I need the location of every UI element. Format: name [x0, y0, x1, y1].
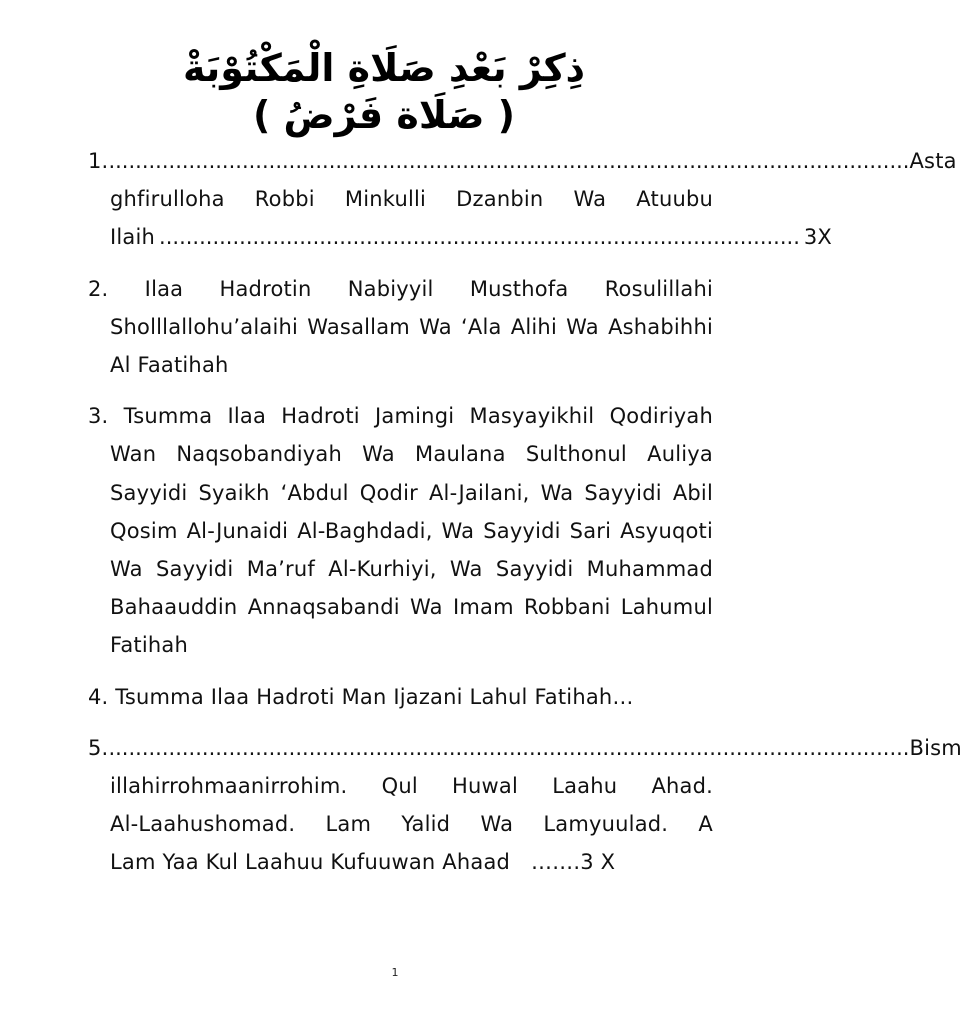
- list-item-5-line-4-lead: Lam Yaa Kul Laahuu Kufuuwan Ahaad: [110, 850, 511, 875]
- list-item-5: [88, 729, 962, 882]
- list-item-5-first-line: [88, 729, 962, 767]
- list-item-1-line-3-tail: 3X: [803, 225, 833, 250]
- list-item-5-line-4: [88, 843, 713, 881]
- list-item-1-number: 1.: [88, 149, 109, 173]
- list-item-5-dot-leader: ........................................................................................................................: [108, 735, 910, 760]
- list-item-1-line-3: [88, 218, 833, 256]
- list-item-5-line-2: illahirrohmaanirrohim. Qul Huwal Laahu Ahad.: [110, 774, 713, 799]
- list-item-3: 3. Tsumma Ilaa Hadroti Jamingi Masyayikhil Qodiriyah Wan Naqsobandiyah Wa Maulana Sulthonul Auliya Sayyidi Syaikh ‘Abdul Qodir Al-Jailani, Wa Sayyidi Abil Qosim Al-Junaidi Al-Baghdadi, Wa Sayyidi Sari Asyuqoti Wa Sayyidi Ma’ruf Al-Kurhiyi, Wa Sayyidi Muhammad Bahaauddin Annaqsabandi Wa Imam Robbani Lahumul Fatihah: [88, 404, 713, 658]
- list-item-5-line-3: Al-Laahushomad. Lam Yalid Wa Lamyuulad. A: [110, 812, 713, 837]
- list-item-1-line-3-lead: Ilaih: [110, 225, 156, 250]
- list-item-1-word-start: Asta: [909, 149, 957, 173]
- list-item-1: [88, 142, 957, 257]
- list-item-2: 2. Ilaa Hadrotin Nabiyyil Musthofa Rosulillahi Sholllallohu’alaihi Wasallam Wa ‘Ala Alihi Wa Ashabihhi Al Faatihah: [88, 276, 713, 378]
- list-item-4: 4. Tsumma Ilaa Hadroti Man Ijazani Lahul Fatihah…: [88, 684, 634, 709]
- list-item-5-word-start: Bism: [909, 735, 962, 760]
- list-item-5-number: 5.: [88, 735, 109, 760]
- list-item-1-line-3-dot-leader: ................................................................................................: [159, 225, 800, 250]
- list-item-1-first-line: [88, 142, 957, 180]
- document-title-line-2: ( صَلَاة فَرْضُ ): [252, 93, 516, 137]
- list-item-1-dot-leader: ........................................................................................................................: [108, 149, 910, 173]
- dzikir-list: [88, 142, 962, 882]
- page-number: 1: [391, 966, 399, 979]
- document-title-line-1: ذِكِرْ بَعْدِ صَلَاةِ الْمَكْتُوْبَةْ: [182, 46, 586, 90]
- list-item-5-line-4-tail: …….3 X: [530, 850, 616, 875]
- list-item-1-line-2: ghfirulloha Robbi Minkulli Dzanbin Wa Atuubu: [110, 187, 713, 212]
